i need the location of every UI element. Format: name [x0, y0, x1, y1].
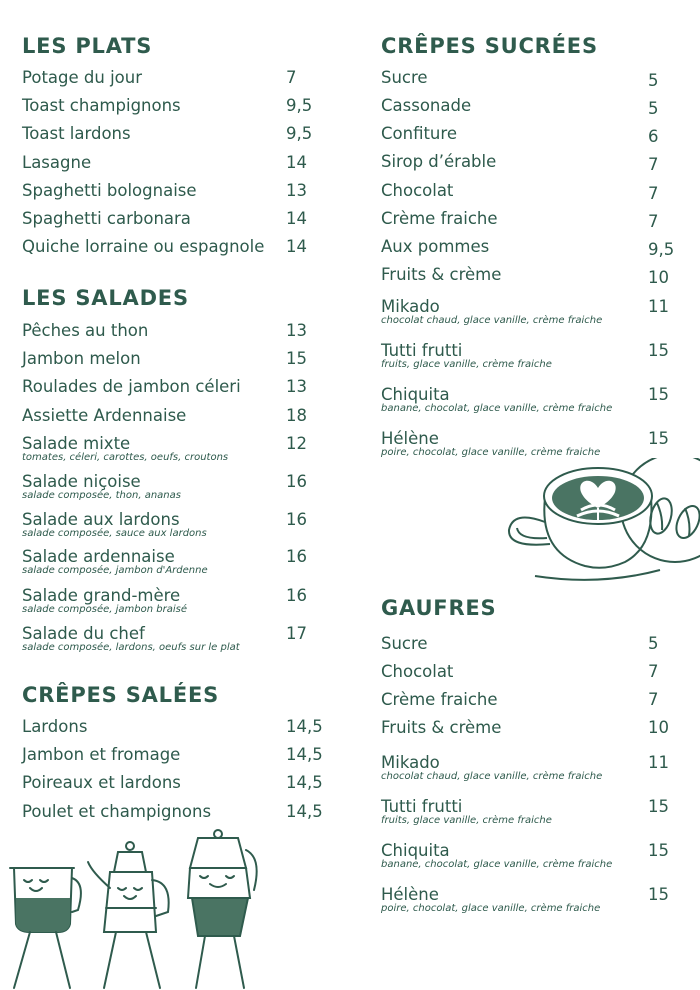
item-name: Aux pommes: [381, 237, 490, 256]
item-name: Quiche lorraine ou espagnole: [22, 237, 265, 256]
item-name: Poireaux et lardons: [22, 773, 181, 792]
item-name: Lasagne: [22, 153, 92, 172]
item-name: Salade niçoise: [22, 472, 141, 491]
item-price: 14,5: [286, 773, 323, 792]
item-description: chocolat chaud, glace vanille, crème fraiche: [381, 315, 603, 326]
item-price: 5: [648, 634, 659, 653]
item-price: 11: [648, 297, 669, 316]
item-name: Crème fraiche: [381, 209, 498, 228]
item-price: 15: [648, 841, 669, 860]
item-price: 7: [648, 155, 659, 174]
item-price: 5: [648, 71, 659, 90]
item-name: Salade aux lardons: [22, 510, 180, 529]
item-price: 15: [648, 797, 669, 816]
item-price: 6: [648, 127, 659, 146]
item-price: 15: [648, 885, 669, 904]
item-price: 17: [286, 624, 307, 643]
item-price: 14: [286, 209, 307, 228]
item-description: poire, chocolat, glace vanille, crème fraiche: [381, 447, 601, 458]
item-description: tomates, céleri, carottes, oeufs, croutons: [22, 452, 229, 463]
item-price: 9,5: [286, 96, 313, 115]
item-price: 11: [648, 753, 669, 772]
item-price: 14: [286, 153, 307, 172]
item-description: banane, chocolat, glace vanille, crème fraiche: [381, 403, 613, 414]
item-description: salade composée, jambon braisé: [22, 604, 187, 615]
item-price: 14,5: [286, 717, 323, 736]
item-price: 10: [648, 718, 669, 737]
item-price: 9,5: [648, 240, 675, 259]
item-name: Chiquita: [381, 385, 450, 404]
item-price: 7: [286, 68, 297, 87]
item-description: salade composée, lardons, oeufs sur le plat: [22, 642, 240, 653]
item-price: 16: [286, 510, 307, 529]
item-price: 10: [648, 268, 669, 287]
item-description: poire, chocolat, glace vanille, crème fraiche: [381, 903, 601, 914]
item-name: Roulades de jambon céleri: [22, 377, 241, 396]
item-price: 12: [286, 434, 307, 453]
item-description: fruits, glace vanille, crème fraiche: [381, 359, 552, 370]
item-name: Salade ardennaise: [22, 547, 175, 566]
item-price: 7: [648, 662, 659, 681]
item-name: Mikado: [381, 297, 440, 316]
item-price: 7: [648, 184, 659, 203]
item-name: Hélène: [381, 885, 439, 904]
item-price: 14,5: [286, 802, 323, 821]
item-price: 14,5: [286, 745, 323, 764]
item-price: 7: [648, 212, 659, 231]
item-name: Potage du jour: [22, 68, 143, 87]
section-title-crepes-sucrees: CRÊPES SUCRÉES: [381, 34, 598, 58]
item-price: 15: [648, 341, 669, 360]
item-name: Spaghetti carbonara: [22, 209, 191, 228]
item-name: Spaghetti bolognaise: [22, 181, 197, 200]
item-name: Crème fraiche: [381, 690, 498, 709]
item-name: Chocolat: [381, 662, 454, 681]
item-name: Tutti frutti: [381, 797, 463, 816]
item-price: 18: [286, 406, 307, 425]
item-price: 16: [286, 547, 307, 566]
item-price: 13: [286, 321, 307, 340]
item-price: 16: [286, 472, 307, 491]
item-price: 15: [648, 385, 669, 404]
section-title-salades: LES SALADES: [22, 286, 189, 310]
section-title-gaufres: GAUFRES: [381, 596, 497, 620]
item-name: Mikado: [381, 753, 440, 772]
item-price: 16: [286, 586, 307, 605]
item-name: Salade du chef: [22, 624, 145, 643]
item-name: Salade mixte: [22, 434, 131, 453]
item-name: Cassonade: [381, 96, 472, 115]
item-name: Toast champignons: [22, 96, 181, 115]
item-price: 5: [648, 99, 659, 118]
item-name: Chocolat: [381, 181, 454, 200]
item-price: 7: [648, 690, 659, 709]
item-name: Sucre: [381, 68, 428, 87]
item-description: banane, chocolat, glace vanille, crème fraiche: [381, 859, 613, 870]
item-name: Jambon et fromage: [22, 745, 181, 764]
item-price: 15: [286, 349, 307, 368]
item-name: Fruits & crème: [381, 265, 502, 284]
item-price: 13: [286, 181, 307, 200]
item-description: salade composée, thon, ananas: [22, 490, 181, 501]
item-name: Sucre: [381, 634, 428, 653]
item-name: Fruits & crème: [381, 718, 502, 737]
coffee-pots-icon: [0, 828, 270, 990]
item-name: Poulet et champignons: [22, 802, 212, 821]
item-name: Jambon melon: [22, 349, 141, 368]
item-name: Confiture: [381, 124, 457, 143]
item-name: Assiette Ardennaise: [22, 406, 187, 425]
item-name: Salade grand-mère: [22, 586, 181, 605]
section-title-crepes-salees: CRÊPES SALÉES: [22, 683, 220, 707]
latte-art-cup-icon: [505, 458, 700, 583]
item-name: Lardons: [22, 717, 88, 736]
item-description: fruits, glace vanille, crème fraiche: [381, 815, 552, 826]
item-description: salade composée, jambon d'Ardenne: [22, 565, 208, 576]
item-name: Pêches au thon: [22, 321, 149, 340]
item-name: Sirop d’érable: [381, 152, 497, 171]
item-name: Chiquita: [381, 841, 450, 860]
item-description: salade composée, sauce aux lardons: [22, 528, 207, 539]
item-price: 15: [648, 429, 669, 448]
item-price: 14: [286, 237, 307, 256]
item-name: Toast lardons: [22, 124, 131, 143]
item-price: 13: [286, 377, 307, 396]
item-price: 9,5: [286, 124, 313, 143]
item-name: Hélène: [381, 429, 439, 448]
item-name: Tutti frutti: [381, 341, 463, 360]
section-title-plats: LES PLATS: [22, 34, 153, 58]
item-description: chocolat chaud, glace vanille, crème fraiche: [381, 771, 603, 782]
